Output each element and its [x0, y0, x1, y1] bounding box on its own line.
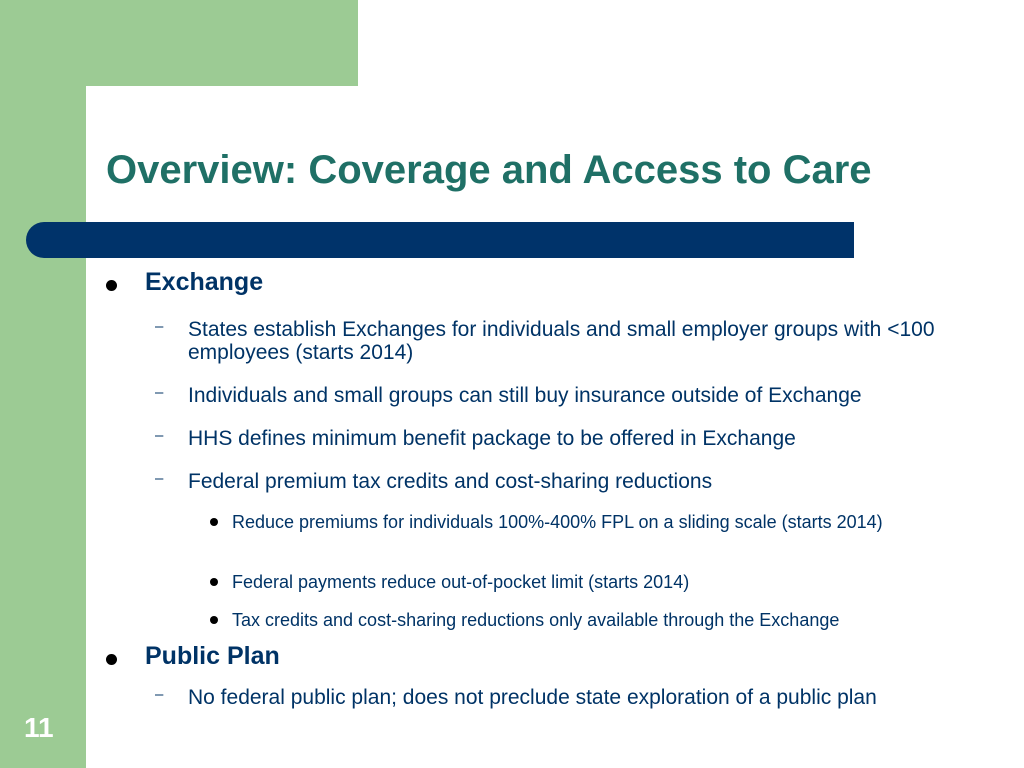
- bullet-dot-icon: [210, 616, 218, 624]
- section-heading-public-plan: Public Plan: [145, 642, 280, 670]
- slide-number: 11: [24, 712, 54, 743]
- bullet-dot-icon: [106, 654, 117, 665]
- section-heading-exchange: Exchange: [145, 268, 264, 296]
- bullet-dot-icon: [210, 518, 218, 526]
- dash-icon: –: [155, 427, 164, 444]
- bullet-dot-icon: [210, 578, 218, 586]
- list-item: Individuals and small groups can still buy insurance outside of Exchange: [188, 384, 862, 407]
- sub-list-item: Federal payments reduce out-of-pocket limit (starts 2014): [232, 572, 690, 592]
- list-item: No federal public plan; does not preclude state exploration of a public plan: [188, 686, 877, 709]
- slide-title: Overview: Coverage and Access to Care: [106, 148, 872, 192]
- dash-icon: –: [155, 686, 164, 703]
- dash-icon: –: [155, 318, 164, 335]
- sub-list-item: Reduce premiums for individuals 100%-400% FPL on a sliding scale (starts 2014): [232, 512, 883, 532]
- dash-icon: –: [155, 470, 164, 487]
- list-item: HHS defines minimum benefit package to be offered in Exchange: [188, 427, 796, 450]
- bullet-dot-icon: [106, 280, 117, 291]
- sub-list-item: Tax credits and cost-sharing reductions only available through the Exchange: [232, 610, 840, 630]
- list-item: Federal premium tax credits and cost-sharing reductions: [188, 470, 713, 493]
- list-item: States establish Exchanges for individuals and small employer groups with <100 employees (starts 2014): [188, 318, 935, 364]
- dash-icon: –: [155, 384, 164, 401]
